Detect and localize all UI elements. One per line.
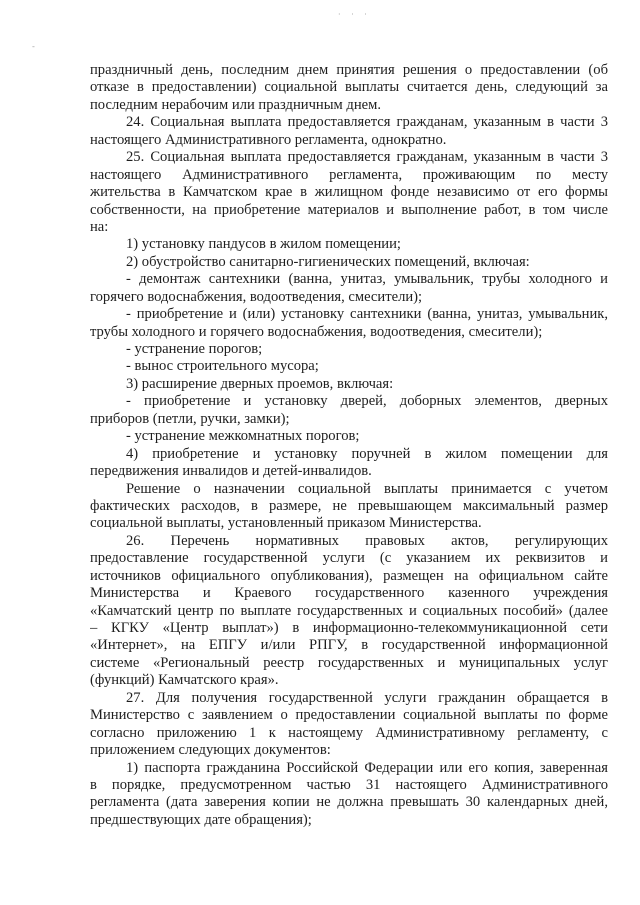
text-line: источников официального опубликования), размещен на официальном сайте [90,567,608,584]
text-line: праздничный день, последним днем принятия решения о предоставлении (об [90,62,608,78]
text-line: системе «Региональный реестр государственных и муниципальных услуг [90,654,608,671]
text-line: 26. Перечень нормативных правовых актов, регулирующих [126,532,608,549]
text-line: передвижения инвалидов и детей-инвалидов. [90,463,372,480]
text-line: - устранение порогов; [126,341,263,357]
text-line: в порядке, предусмотренном частью 31 настоящего Административного [90,776,608,793]
text-line: настоящего Административного регламента, проживающим по месту [90,166,608,183]
text-line: – КГКУ «Центр выплат») в информационно-телекоммуникационной сети [90,620,608,636]
text-line: 27. Для получения государственной услуги гражданин обращается в [126,689,608,706]
text-line: 25. Социальная выплата предоставляется гражданам, указанным в части 3 [126,149,608,166]
scan-mark-left: - [32,42,35,51]
text-line: регламента (дата заверения копии не должна превышать 30 календарных дней, [90,794,608,811]
text-line: - приобретение и установку дверей, доборных элементов, дверных [126,393,608,410]
text-line: 1) установку пандусов в жилом помещении; [126,236,401,253]
text-line: на: [90,218,109,235]
text-line: согласно приложению 1 к настоящему Административному регламенту, с [90,724,608,741]
text-line: приборов (петли, ручки, замки); [90,410,290,427]
text-line: настоящего Административного регламента, однократно. [90,131,447,148]
document-body-text [90,62,608,829]
text-line: предшествующих дате обращения); [90,811,312,828]
text-line: - вынос строительного мусора; [126,358,319,375]
text-line: отказе в предоставлении) социальной выплаты считается день, следующий за [90,79,608,96]
text-line: «Камчатский центр по выплате государственных и социальных пособий» (далее [90,602,608,619]
text-line: последним нерабочим или праздничным днем. [90,96,381,113]
text-line: - демонтаж сантехники (ванна, унитаз, умывальник, трубы холодного и [126,271,608,288]
text-line: (функций) Камчатского края». [90,672,279,689]
text-line: Министерство с заявлением о предоставлении социальной выплаты по форме [90,707,608,724]
text-line: 4) приобретение и установку поручней в жилом помещении для [126,445,608,462]
text-line: - устранение межкомнатных порогов; [126,428,360,445]
text-line: 3) расширение дверных проемов, включая: [126,375,394,392]
text-line: 1) паспорта гражданина Российской Федерации или его копия, заверенная [126,759,608,776]
text-line: трубы холодного и горячего водоснабжения, водоотведения, смесители); [90,323,543,340]
scan-mark-top: · · · [338,10,371,19]
text-line: 24. Социальная выплата предоставляется гражданам, указанным в части 3 [126,114,608,131]
text-line: социальной выплаты, установленный приказом Министерства. [90,515,482,532]
text-line: Решение о назначении социальной выплаты принимается с учетом [126,480,608,497]
text-line: фактических расходов, в размере, не превышающем максимальный размер [90,497,608,514]
text-line: собственности, на приобретение материалов и выполнение работ, в том числе [90,201,608,218]
text-line: «Интернет», на ЕПГУ и/или РПГУ, в государственной информационной [90,637,608,654]
text-line: 2) обустройство санитарно-гигиенических помещений, включая: [126,253,530,270]
text-line: - приобретение и (или) установку сантехники (ванна, унитаз, умывальник, [126,306,608,323]
text-line: горячего водоснабжения, водоотведения, смесители); [90,288,423,305]
text-line: Министерства и Краевого государственного казенного учреждения [90,585,608,602]
text-line: жительства в Камчатском крае в жилищном фонде независимо от его формы [90,184,608,201]
text-line: предоставление государственной услуги (с указанием их реквизитов и [90,550,608,567]
text-line: приложением следующих документов: [90,742,331,759]
